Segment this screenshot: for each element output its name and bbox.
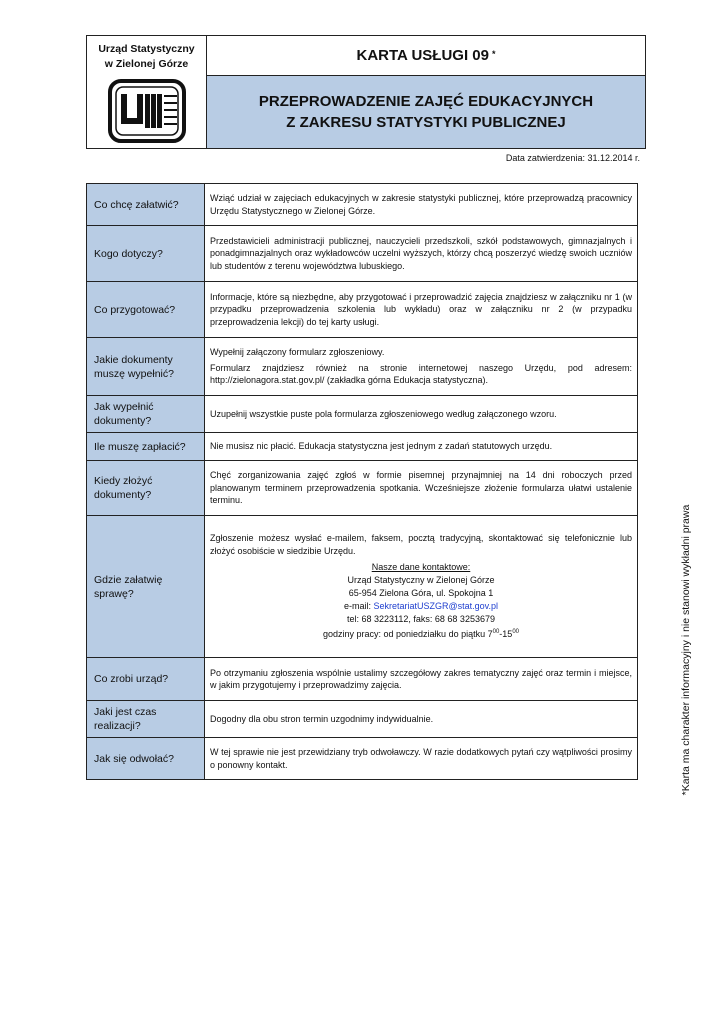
answer-text: Nie musisz nic płacić. Edukacja statystyczna jest jednym z zadań statutowych urzędu. — [210, 441, 553, 452]
row-question: Co chcę załatwić? — [87, 184, 205, 225]
header-block — [86, 35, 646, 149]
contact-heading: Nasze dane kontaktowe: — [371, 562, 471, 572]
contact-hours — [210, 626, 632, 641]
row-question: Ile muszę zapłacić? — [87, 433, 205, 460]
email-link[interactable]: SekretariatUSZGR@stat.gov.pl — [373, 601, 499, 611]
table-row — [87, 338, 637, 396]
service-title-line1: PRZEPROWADZENIE ZAJĘĆ EDUKACYJNYCH — [258, 93, 594, 110]
office-name-line2: w Zielonej Górze — [104, 58, 189, 70]
table-row — [87, 396, 637, 433]
row-answer — [205, 516, 637, 657]
approval-date: Data zatwierdzenia: 31.12.2014 r. — [505, 153, 640, 163]
answer-text: Po otrzymaniu zgłoszenia wspólnie ustalimy szczegółowy zakres tematyczny zajęć oraz termin i miejsce, w jakim przygotujemy i przeprowadzimy zajęcia. — [210, 667, 632, 690]
header-title-area — [207, 36, 645, 148]
row-answer — [205, 461, 637, 515]
hours-prefix: godziny pracy: od poniedziałku do piątku 7 — [322, 629, 493, 639]
contact-email-line — [210, 600, 632, 613]
table-row — [87, 433, 637, 461]
row-question: Gdzie załatwię sprawę? — [87, 516, 205, 657]
table-row — [87, 738, 637, 779]
answer-text-2: Formularz znajdziesz również na stronie internetowej naszego Urzędu, pod adresem: http://zielonagora.stat.gov.pl/ (zakładka górna Edukacja statystyczna). — [210, 362, 632, 386]
answer-text: Informacje, które są niezbędne, aby przygotować i przeprowadzić zajęcia znajdziesz w załączniku nr 1 (w przypadku przeprowadzenia szkolenia lub wykładu) oraz w załączniku nr 2 (w przypadku przeprowadzenia lekcji) do tej karty usługi. — [210, 291, 632, 327]
row-answer — [205, 338, 637, 395]
email-label: e-mail: — [343, 601, 374, 611]
row-question: Jak wypełnić dokumenty? — [87, 396, 205, 432]
row-answer — [205, 701, 637, 737]
service-title — [207, 76, 645, 148]
office-name-line1: Urząd Statystyczny — [98, 43, 195, 55]
row-question: Co przygotować? — [87, 282, 205, 337]
table-row — [87, 461, 637, 516]
service-table — [86, 183, 638, 780]
row-question: Kiedy złożyć dokumenty? — [87, 461, 205, 515]
row-question: Jaki jest czas realizacji? — [87, 701, 205, 737]
row-answer — [205, 738, 637, 779]
service-title-line2: Z ZAKRESU STATYSTYKI PUBLICZNEJ — [286, 114, 566, 131]
answer-text: Wypełnij załączony formularz zgłoszeniowy. — [210, 347, 385, 358]
row-answer — [205, 396, 637, 432]
answer-text: Wziąć udział w zajęciach edukacyjnych w zakresie statystyki publicznej, które przeprowadzą pracownicy Urzędu Statystycznego w Zielonej Górze. — [210, 193, 632, 216]
card-title-mark: * — [492, 48, 496, 59]
row-question: Kogo dotyczy? — [87, 226, 205, 281]
card-title-text: KARTA USŁUGI 09 — [356, 47, 489, 64]
row-answer — [205, 282, 637, 337]
table-row — [87, 658, 637, 701]
contact-address: 65-954 Zielona Góra, ul. Spokojna 1 — [348, 588, 494, 598]
hours-dash: -15 — [499, 629, 513, 639]
table-row — [87, 184, 637, 226]
answer-text: Zgłoszenie możesz wysłać e-mailem, faksem, pocztą tradycyjną, skontaktować się telefonicznie lub złożyć osobiście w siedzibie Urzędu. — [210, 533, 632, 556]
row-answer — [205, 184, 637, 225]
disclaimer-text: *Karta ma charakter informacyjny i nie stanowi wykładni prawa — [680, 504, 692, 796]
answer-text: Chęć zorganizowania zajęć zgłoś w formie pisemnej przynajmniej na 14 dni roboczych przed planowanym terminem przeprowadzenia spotkania. Wcześniejsze złożenie formularza ułatwi ustalenie terminu. — [210, 470, 632, 506]
answer-text: W tej sprawie nie jest przewidziany tryb odwoławczy. W razie dodatkowych pytań czy wątpliwości prosimy o ponowny kontakt. — [210, 747, 632, 770]
row-answer — [205, 226, 637, 281]
table-row — [87, 516, 637, 658]
contact-block — [210, 561, 632, 641]
office-box — [87, 36, 207, 148]
row-question: Jak się odwołać? — [87, 738, 205, 779]
answer-text: Przedstawicieli administracji publicznej, nauczycieli przedszkoli, szkół podstawowych, gimnazjalnych i ponadgimnazjalnych oraz wykładowców uczelni wyższych, którzy chcą poszerzyć wiedzę swoich uczniów lub studentów z terenu województwa lubuskiego. — [210, 235, 632, 271]
table-row — [87, 282, 637, 338]
row-answer — [205, 433, 637, 460]
office-name — [98, 42, 194, 72]
hours-end-sup: 00 — [512, 629, 519, 635]
table-row — [87, 226, 637, 282]
table-row — [87, 701, 637, 738]
row-answer — [205, 658, 637, 700]
answer-text: Uzupełnij wszystkie puste pola formularza zgłoszeniowego według załączonego wzoru. — [210, 408, 557, 419]
contact-phone: tel: 68 3223112, faks: 68 68 3253679 — [347, 614, 495, 624]
ustat-logo — [107, 78, 187, 144]
row-question: Co zrobi urząd? — [87, 658, 205, 700]
row-question: Jakie dokumenty muszę wypełnić? — [87, 338, 205, 395]
card-title — [207, 36, 645, 76]
answer-text: Dogodny dla obu stron termin uzgodnimy indywidualnie. — [210, 713, 434, 724]
contact-name: Urząd Statystyczny w Zielonej Górze — [347, 575, 495, 585]
hours-start-sup: 00 — [492, 629, 500, 635]
